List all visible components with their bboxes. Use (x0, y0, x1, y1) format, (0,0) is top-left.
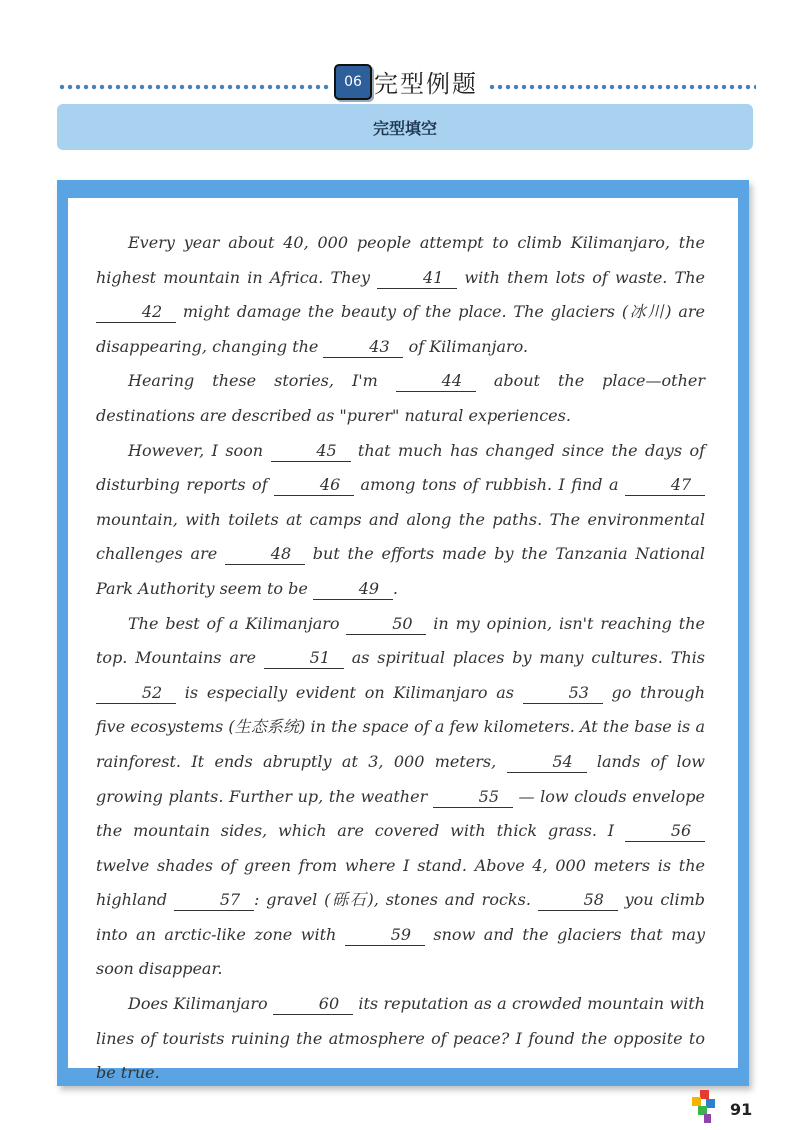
blank-47: 47 (625, 475, 705, 496)
blank-44: 44 (396, 371, 476, 392)
paragraph-3: However, I soon 45 that much has changed since the days of disturbing reports of 46 among tons of rubbish. I find a 47 mountain, with toilets at camps and along the paths. The environmental challenges are 48 but the efforts made by the Tanzania National Park Authority seem to be 49 . (96, 440, 706, 598)
passage-frame (57, 180, 749, 1086)
blank-55: 55 (433, 787, 513, 808)
blank-41: 41 (377, 268, 457, 289)
blank-43: 43 (323, 337, 403, 358)
page-number: 91 (730, 1100, 753, 1119)
paragraph-2: Hearing these stories, I'm 44 about the place—other destinations are described as "purer" natural experiences. (96, 371, 705, 425)
colored-blocks-icon (692, 1090, 718, 1124)
blank-59: 59 (345, 925, 425, 946)
passage-text (96, 226, 705, 1091)
paragraph-5: Does Kilimanjaro 60 its reputation as a crowded mountain with lines of tourists ruining the atmosphere of peace? I found the opposite to be true. (96, 994, 705, 1083)
blank-60: 60 (273, 994, 353, 1015)
blank-52: 52 (96, 683, 176, 704)
blank-45: 45 (271, 441, 351, 462)
blank-51: 51 (264, 648, 344, 669)
section-badge-title: 完型例题 (374, 70, 478, 98)
blank-54: 54 (507, 752, 587, 773)
blank-53: 53 (523, 683, 603, 704)
paragraph-4: The best of a Kilimanjaro 50 in my opinion, isn't reaching the top. Mountains are 51 as spiritual places by many cultures. This 52 is especially evident on Kilimanjaro as 53 go through five ecosystems (生态系统) in the space of a few kilometers. At the base is a rainforest. It ends abruptly at 3, 000 meters, 54 lands of low growing plants. Further up, the weather 55 — low clouds envelope the mountain sides, which are covered with thick grass. I 56 twelve shades of green from where I stand. Above 4, 000 meters is the highland 57 : gravel (砾石), stones and rocks. 58 you climb into an arctic-like zone with 59 snow and the glaciers that may soon disappear. (96, 613, 706, 979)
blank-49: 49 (313, 579, 393, 600)
dotted-rule-left (58, 84, 330, 90)
blank-42: 42 (96, 302, 176, 323)
blank-58: 58 (538, 890, 618, 911)
blank-48: 48 (225, 544, 305, 565)
exercise-title-bar (57, 104, 753, 150)
section-header (0, 58, 800, 108)
exercise-title: 完型填空 (372, 118, 437, 138)
paragraph-1: Every year about 40, 000 people attempt to climb Kilimanjaro, the highest mountain in Africa. They 41 with them lots of waste. The42 might damage the beauty of the place. The glaciers (冰川) are disappearing, changing the 43 of Kilimanjaro. (96, 233, 706, 356)
section-badge: 06 (334, 64, 372, 100)
blank-50: 50 (346, 614, 426, 635)
passage-paper (68, 198, 738, 1083)
blank-57: 57 (174, 890, 254, 911)
dotted-rule-right (488, 84, 756, 90)
blank-46: 46 (274, 475, 354, 496)
blank-56: 56 (625, 821, 705, 842)
